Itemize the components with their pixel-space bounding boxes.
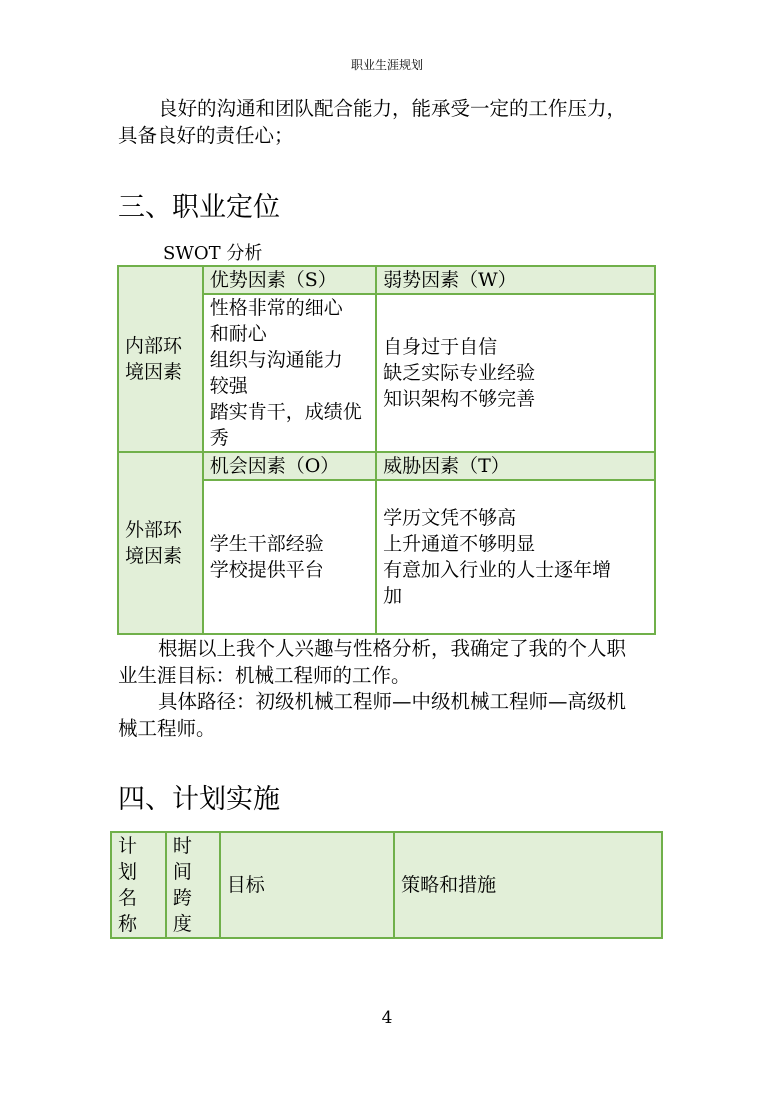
swot-strengths-cell <box>203 294 376 452</box>
strength-line: 秀 <box>209 427 229 449</box>
plan-col-timespan-header <box>166 832 220 938</box>
plan-col2-char: 跨 <box>172 887 192 909</box>
weakness-line: 缺乏实际专业经验 <box>383 362 536 384</box>
plan-col2-char: 度 <box>172 913 192 935</box>
plan-col1-char: 名 <box>118 887 138 909</box>
swot-s-header <box>203 266 376 294</box>
swot-external-label <box>118 452 203 634</box>
swot-caption <box>163 239 262 265</box>
goal-paragraph-cont <box>118 662 663 689</box>
weakness-line: 自身过于自信 <box>383 336 498 358</box>
plan-col1-char: 称 <box>118 913 138 935</box>
swot-o-header <box>203 452 376 480</box>
swot-threats-cell <box>376 480 655 634</box>
path-line-2: 械工程师。 <box>118 717 216 740</box>
threat-line: 学历文凭不够高 <box>383 507 517 529</box>
threat-line: 上升通道不够明显 <box>383 533 536 555</box>
opportunity-line: 学生干部经验 <box>209 533 324 555</box>
plan-col1-char: 计 <box>118 835 138 857</box>
path-paragraph <box>118 688 663 715</box>
swot-weaknesses-cell <box>376 294 655 452</box>
intro-paragraph-cont <box>118 122 663 149</box>
intro-line-1: 良好的沟通和团队配合能力，能承受一定的工作压力， <box>158 97 627 120</box>
intro-line-2: 具备良好的责任心； <box>118 124 294 147</box>
goal-line-1: 根据以上我个人兴趣与性格分析，我确定了我的个人职 <box>158 637 627 660</box>
threat-line: 有意加入行业的人士逐年增 <box>383 559 612 581</box>
strength-line: 性格非常的细心 <box>209 297 343 319</box>
section-3-title: 三、职业定位 <box>118 192 280 223</box>
internal-label-line-1: 内部环 <box>125 335 183 357</box>
intro-paragraph <box>118 95 663 122</box>
swot-table <box>117 265 656 635</box>
plan-col-goal-header: 目标 <box>220 832 394 938</box>
swot-internal-label <box>118 266 203 452</box>
s-header-text: 优势因素（S） <box>209 269 337 291</box>
page-number: 4 <box>381 1008 393 1028</box>
running-header: 职业生涯规划 <box>350 58 423 72</box>
goal-line-2: 业生涯目标：机械工程师的工作。 <box>118 664 411 687</box>
plan-col1-char: 划 <box>118 861 138 883</box>
plan-table <box>110 831 663 939</box>
strength-line: 组织与沟通能力 <box>209 349 343 371</box>
internal-label-line-2: 境因素 <box>125 361 183 383</box>
goal-paragraph <box>118 635 663 662</box>
external-label-line-2: 境因素 <box>125 545 183 567</box>
opportunity-line: 学校提供平台 <box>209 559 324 581</box>
threat-line: 加 <box>383 585 403 607</box>
swot-opportunities-cell <box>203 480 376 634</box>
swot-caption-prefix: SWOT <box>163 243 221 264</box>
external-label-line-1: 外部环 <box>125 519 183 541</box>
swot-w-header <box>376 266 655 294</box>
strength-line: 和耐心 <box>209 323 267 345</box>
t-header-text: 威胁因素（T） <box>383 455 510 477</box>
plan-col-name-header <box>111 832 166 938</box>
strength-line: 较强 <box>209 375 248 397</box>
plan-col-strategy-header: 策略和措施 <box>394 832 662 938</box>
swot-caption-suffix: 分析 <box>226 243 263 264</box>
strength-line: 踏实肯干，成绩优 <box>209 401 362 423</box>
w-header-text: 弱势因素（W） <box>383 269 517 291</box>
plan-col2-char: 间 <box>172 861 192 883</box>
swot-t-header <box>376 452 655 480</box>
weakness-line: 知识架构不够完善 <box>383 388 536 410</box>
o-header-text: 机会因素（O） <box>209 455 340 477</box>
path-paragraph-cont <box>118 715 663 742</box>
section-4-title: 四、计划实施 <box>118 784 280 815</box>
plan-col2-char: 时 <box>172 835 192 857</box>
path-line-1: 具体路径：初级机械工程师—中级机械工程师—高级机 <box>158 690 627 713</box>
